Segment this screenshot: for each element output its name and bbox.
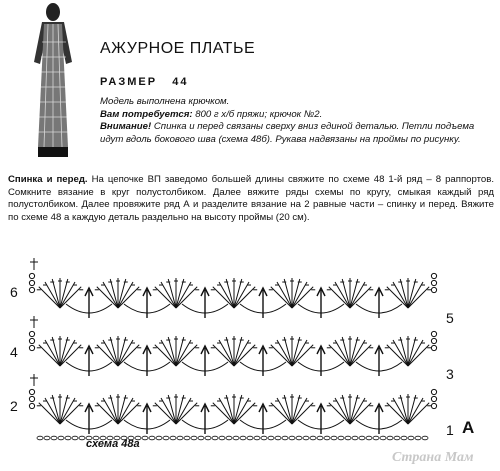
shell-stitch-group (327, 394, 402, 434)
foundation-chain (177, 436, 183, 440)
chain-loop (431, 287, 436, 292)
shell-stitch-group (211, 278, 286, 318)
chain-loop (431, 280, 436, 285)
foundation-chain (275, 436, 281, 440)
row-number-5: 5 (446, 310, 454, 326)
shell-stitch-group (153, 394, 228, 434)
foundation-chain (268, 436, 274, 440)
size-line (100, 76, 188, 88)
instructions-text: На цепочке ВП заведомо большей длины свяжите по схеме 48 1-й ряд – 8 раппортов. Сомкните вязание в круг полустолбиком. Далее вяжите ряды схемы по кругу, смыкая каждый ряд полустолбиком. Далее провяжите ряд А и разделите вязание на 2 равные части – спинку и перед. Вяжите по схеме 48 а каждую деталь раздельно на высоту проймы (20 см). (8, 174, 494, 223)
chain-loop (29, 403, 34, 408)
foundation-chain (331, 436, 337, 440)
chain-loop (431, 345, 436, 350)
chain-loop (431, 331, 436, 336)
foundation-chain (72, 436, 78, 440)
foundation-chain (191, 436, 197, 440)
page-title: АЖУРНОЕ ПЛАТЬЕ (100, 40, 256, 57)
shell-stitch-group (211, 394, 286, 434)
foundation-chain (212, 436, 218, 440)
attention-line (100, 121, 492, 146)
shell-stitch-group (269, 394, 344, 434)
instructions-heading: Спинка и перед. (8, 174, 88, 185)
foundation-chain (394, 436, 400, 440)
foundation-chain (51, 436, 57, 440)
shell-stitch-group (37, 278, 112, 318)
attention-label: Внимание! (100, 121, 152, 132)
row-number-1: 1 (446, 422, 454, 438)
row-letter-a: А (462, 418, 475, 437)
chain-loop (431, 403, 436, 408)
foundation-chain (205, 436, 211, 440)
materials-line (100, 109, 492, 122)
foundation-chain (170, 436, 176, 440)
watermark-logo: Страна Мам (392, 450, 474, 465)
shell-stitch-group (327, 336, 402, 376)
foundation-chain (58, 436, 64, 440)
foundation-chain (359, 436, 365, 440)
description (100, 96, 492, 146)
materials-label: Вам потребуется: (100, 108, 193, 120)
chain-loop (29, 280, 34, 285)
dress-photo (22, 2, 84, 162)
chain-loop (431, 273, 436, 278)
shell-stitch-group (95, 394, 170, 434)
row-number-3: 3 (446, 366, 454, 382)
foundation-chain (352, 436, 358, 440)
foundation-chain (163, 436, 169, 440)
foundation-chain (79, 436, 85, 440)
foundation-chain (373, 436, 379, 440)
foundation-chain (408, 436, 414, 440)
materials-text: 800 г х/б пряжи; крючок №2. (192, 108, 323, 120)
foundation-chain (44, 436, 50, 440)
foundation-chain (65, 436, 71, 440)
row-number-6: 6 (10, 284, 18, 300)
foundation-chain (240, 436, 246, 440)
foundation-chain (345, 436, 351, 440)
shell-stitch-group (95, 336, 170, 376)
description-line1: Модель выполнена крючком. (100, 96, 230, 107)
foundation-chain (310, 436, 316, 440)
shell-stitch-group (269, 278, 344, 318)
chain-loop (29, 345, 34, 350)
chain-loop (29, 331, 34, 336)
row-number-2: 2 (10, 398, 18, 414)
foundation-chain (303, 436, 309, 440)
foundation-chain (261, 436, 267, 440)
shell-stitch-group (37, 394, 112, 434)
foundation-chain (247, 436, 253, 440)
foundation-chain (401, 436, 407, 440)
chain-loop (431, 389, 436, 394)
foundation-chain (149, 436, 155, 440)
foundation-chain (296, 436, 302, 440)
foundation-chain (226, 436, 232, 440)
instructions (8, 174, 494, 224)
shell-stitch-group (327, 278, 402, 318)
shell-stitch-group (269, 336, 344, 376)
foundation-chain (415, 436, 421, 440)
foundation-chain (338, 436, 344, 440)
foundation-chain (380, 436, 386, 440)
shell-stitch-group (153, 278, 228, 318)
chain-loop (29, 273, 34, 278)
crochet-chart (0, 238, 500, 448)
foundation-chain (387, 436, 393, 440)
chain-loop (431, 338, 436, 343)
foundation-chain (142, 436, 148, 440)
foundation-chain (422, 436, 428, 440)
foundation-chain (317, 436, 323, 440)
shell-stitch-group (95, 278, 170, 318)
foundation-chain (233, 436, 239, 440)
foundation-chain (184, 436, 190, 440)
chain-loop (29, 389, 34, 394)
chain-loop (29, 396, 34, 401)
chart-caption: схема 48а (86, 438, 140, 450)
size-label: РАЗМЕР (100, 76, 158, 88)
chain-loop (29, 287, 34, 292)
shell-stitch-group (37, 336, 112, 376)
foundation-chain (254, 436, 260, 440)
foundation-chain (37, 436, 43, 440)
foundation-chain (198, 436, 204, 440)
foundation-chain (324, 436, 330, 440)
foundation-chain (219, 436, 225, 440)
foundation-chain (282, 436, 288, 440)
chain-loop (431, 396, 436, 401)
shell-stitch-group (211, 336, 286, 376)
shell-stitch-group (385, 336, 431, 366)
chain-loop (29, 338, 34, 343)
foundation-chain (366, 436, 372, 440)
row-number-4: 4 (10, 344, 18, 360)
shell-stitch-group (385, 278, 431, 308)
size-value: 44 (172, 76, 189, 88)
attention-text: Спинка и перед связаны сверху вниз единой деталью. Петли подъема идут вдоль бокового шва (схема 48б). Рукава надвязаны на проймы по рисунку. (100, 121, 475, 145)
shell-stitch-group (153, 336, 228, 376)
foundation-chain (289, 436, 295, 440)
shell-stitch-group (385, 394, 431, 424)
foundation-chain (156, 436, 162, 440)
